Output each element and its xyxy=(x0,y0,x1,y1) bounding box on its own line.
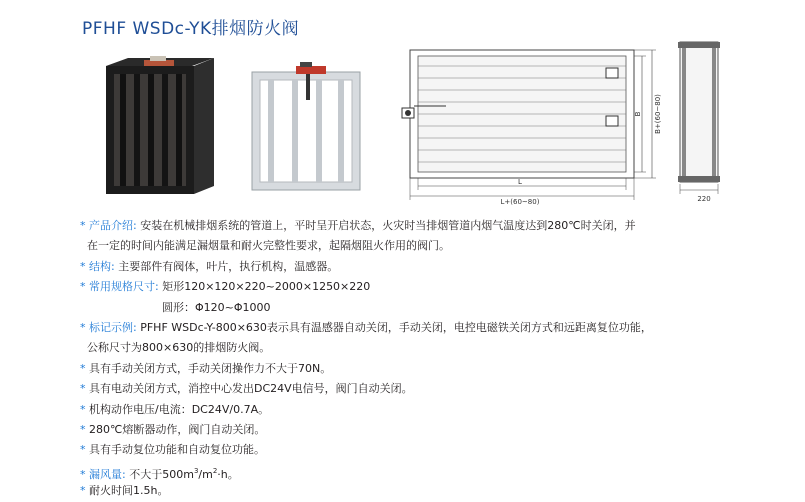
bullet: * xyxy=(80,467,86,481)
intro-text-2: 在一定的时间内能满足漏烟量和耐火完整性要求，起隔烟阻火作用的阀门。 xyxy=(87,239,450,253)
bullet: * xyxy=(80,422,86,436)
structure-label: 结构: xyxy=(89,259,115,273)
dim-L-total: L+(60~80) xyxy=(500,198,540,206)
intro-text-1: 安装在机械排烟系统的管道上，平时呈开启状态，火灾时当排烟管道内烟气温度达到280℃时关闭，并 xyxy=(140,219,636,232)
bullet: * xyxy=(80,320,86,334)
bullet: * xyxy=(80,382,86,396)
bullet: * xyxy=(80,402,86,416)
dim-depth: 220 xyxy=(697,195,711,203)
example-label: 标记示例: xyxy=(89,320,137,334)
fire-time-text: 耐火时间1.5h。 xyxy=(89,484,169,498)
spec-intro xyxy=(80,216,790,236)
leak-text: 不大于500m xyxy=(129,467,194,481)
technical-drawing xyxy=(398,38,743,206)
spec-size-round xyxy=(80,298,790,318)
bullet: * xyxy=(80,259,86,273)
galvanized-damper-photo xyxy=(248,62,366,192)
spec-size xyxy=(80,277,790,297)
spec-structure xyxy=(80,257,790,277)
spec-fire-time xyxy=(80,481,790,501)
electric-close-text: 具有电动关闭方式，消控中心发出DC24V电信号，阀门自动关闭。 xyxy=(89,382,413,396)
spec-example-cont xyxy=(80,338,790,358)
dim-L: L xyxy=(518,178,522,186)
size-rect: 矩形120×120×220~2000×1250×220 xyxy=(162,280,371,294)
spec-reset xyxy=(80,440,790,460)
bullet: * xyxy=(80,443,86,457)
spec-example xyxy=(80,318,790,338)
manual-close-text: 具有手动关闭方式，手动关闭操作力不大于70N。 xyxy=(89,361,332,375)
spec-electric-close xyxy=(80,379,790,399)
bullet: * xyxy=(80,484,86,498)
size-round: 圆形：Φ120~Φ1000 xyxy=(162,300,271,314)
leak-label: 漏风量: xyxy=(89,467,126,481)
dim-B-total: B+(60~80) xyxy=(654,94,662,134)
leak-end: ·h。 xyxy=(217,467,239,481)
leak-sup-1: 3 xyxy=(193,466,199,475)
example-text-1: PFHF WSDc-Y-800×630表示具有温感器自动关闭，手动关闭，电控电磁铁关闭方式和远距离复位功能， xyxy=(140,320,652,334)
structure-text: 主要部件有阀体，叶片，执行机构，温感器。 xyxy=(118,259,339,273)
fuse-text: 280℃熔断器动作，阀门自动关闭。 xyxy=(89,422,266,436)
leak-sup-2: 2 xyxy=(212,466,218,475)
spec-fuse xyxy=(80,420,790,440)
spec-manual-close xyxy=(80,359,790,379)
size-label: 常用规格尺寸: xyxy=(89,280,159,294)
bullet: * xyxy=(80,219,86,232)
spec-intro-cont xyxy=(80,236,790,256)
dim-B: B xyxy=(634,111,642,117)
voltage-text: 机构动作电压/电流：DC24V/0.7A。 xyxy=(89,402,270,416)
spec-leak xyxy=(80,461,790,481)
reset-text: 具有手动复位功能和自动复位功能。 xyxy=(89,443,265,457)
bullet: * xyxy=(80,280,86,294)
page-title: PFHF WSDc-YK排烟防火阀 xyxy=(82,19,300,39)
spec-list xyxy=(80,216,790,501)
black-damper-photo xyxy=(100,56,218,198)
example-text-2: 公称尺寸为800×630的排烟防火阀。 xyxy=(87,341,271,355)
intro-label: 产品介绍: xyxy=(89,219,137,232)
spec-voltage xyxy=(80,400,790,420)
bullet: * xyxy=(80,361,86,375)
leak-mid: /m xyxy=(198,467,213,481)
